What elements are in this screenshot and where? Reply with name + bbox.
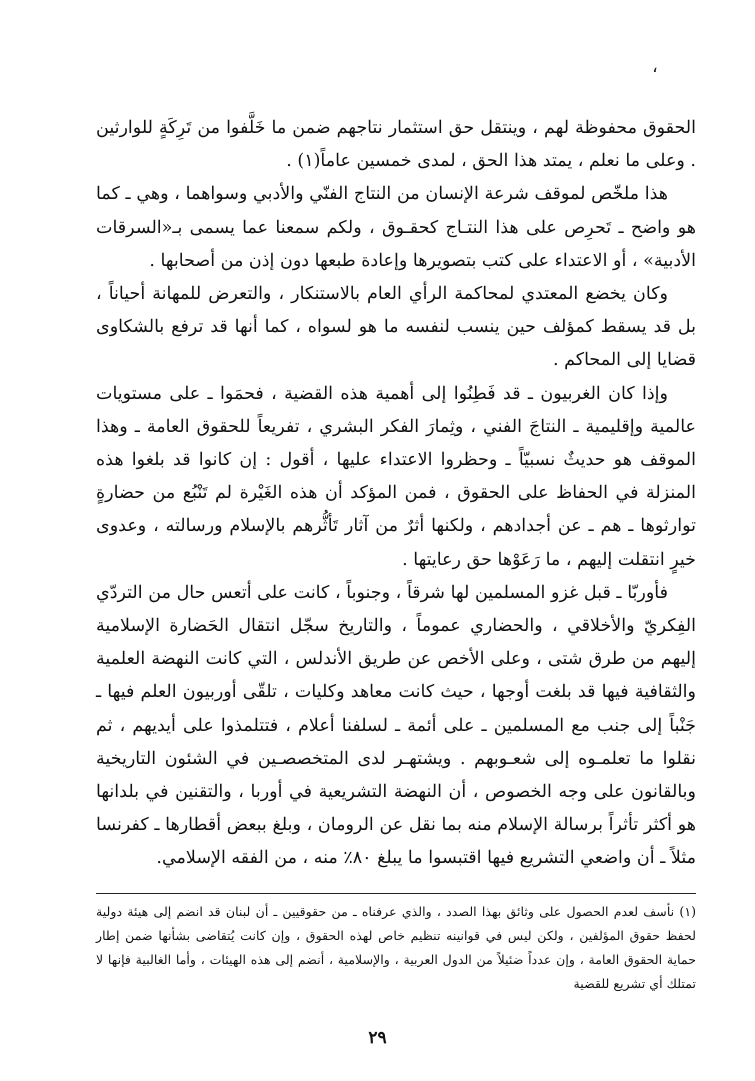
footnotes <box>96 900 696 996</box>
paragraph-4: وإذا كان الغربيون ـ قد فَطِنُوا إلى أهمية هذه القضية ، فحمَوا ـ على مستويات عالمية وإقليمية ـ النتاجَ الفني ، وثِمارَ الفكر البشري ، تفريعاً للحقوق العامة ـ وهذا الموقف هو حديثٌ نسبيّاً ـ وحظروا الاعتداء عليها ، أقول : إن كانوا قد بلغوا هذه المنزلة في الحفاظ على الحقوق ، فمن المؤكد أن هذه الغَيْرة لم تَنْبُع من حضارةٍ توارثوها ـ هم ـ عن أجدادهم ، ولكنها أثرٌ من آثار تَأثُّرهم بالإسلام ورسالته ، وعدوى خيرٍ انتقلت إليهم ، ما رَعَوْها حق رعايتها . <box>96 383 696 570</box>
body-text <box>96 112 696 876</box>
corner-mark: ، <box>652 56 658 77</box>
page-number: ٢٩ <box>368 1028 387 1048</box>
paragraph-1: الحقوق محفوظة لهم ، وينتقل حق استثمار نتاجهم ضمن ما خَلَّفوا من تَرِكَةٍ للوارثين . وعلى ما نعلم ، يمتد هذا الحق ، لمدى خمسين عاماً(١) . <box>96 118 696 172</box>
paragraph-3: وكان يخضع المعتدي لمحاكمة الرأي العام بالاستنكار ، والتعرض للمهانة أحياناً ، بل قد يسقط كمؤلف حين ينسب لنفسه ما هو لسواه ، كما أنها قد ترفع بالشكاوى قضايا إلى المحاكم . <box>96 284 696 371</box>
paragraph-2: هذا ملخّص لموقف شرعة الإنسان من النتاج الفنّي والأدبي وسواهما ، وهي ـ كما هو واضح ـ تَحرِص على هذا النتـاج كحقـوق ، ولكم سمعنا عما يسمى بـ«السرقات الأدبية» ، أو الاعتداء على كتب بتصويرها وإعادة طبعها دون إذن من أصحابها . <box>96 184 696 271</box>
footnote-divider <box>96 893 696 894</box>
paragraph-5: فأوربّا ـ قبل غزو المسلمين لها شرقاً ، وجنوباً ، كانت على أتعس حال من التردّي الفِكريّ والأخلاقي ، والحضاري عموماً ، والتاريخ سجّل انتقال الحَضارة الإسلامية إليهم من طرق شتى ، وعلى الأخص عن طريق الأندلس ، التي كانت النهضة العلمية والثقافية فيها قد بلغت أوجها ، حيث كانت معاهد وكليات ، تلقّى أوربيون العلم فيها ـ جَنْباً إلى جنب مع المسلمين ـ على أئمة ـ لسلفنا أعلام ، فتتلمذوا على أيديهم ، ثم نقلوا ما تعلمـوه إلى شعـوبهم . ويشتهـر لدى المتخصصـين في الشئون التاريخية وبالقانون على وجه الخصوص ، أن النهضة التشريعية في أوربا ، والتقنين في بلدانها هو أكثر تأثراً برسالة الإسلام منه بما نقل عن الرومان ، وبلغ ببعض أقطارها ـ كفرنسا مثلاً ـ أن واضعي التشريع فيها اقتبسوا ما يبلغ ٨٠٪ منه ، من الفقه الإسلامي. <box>96 582 696 869</box>
footnote-1: (١) نأسف لعدم الحصول على وثائق بهذا الصدد ، والذي عرفناه ـ من حقوقيين ـ أن لبنان قد انضم إلى هيئة دولية لحفظ حقوق المؤلفين ، ولكن ليس في قوانينه تنظيم خاص لهذه الحقوق ، وإن كانت يُتقاضى بشأنها ضمن إطار حماية الحقوق العامة ، وإن عدداً ضئيلاً من الدول العربية ، والإسلامية ، أنضم إلى هذه الهيئات ، وأما الغالبية فإنها لا تمتلك أي تشريع للقضية <box>96 904 696 991</box>
